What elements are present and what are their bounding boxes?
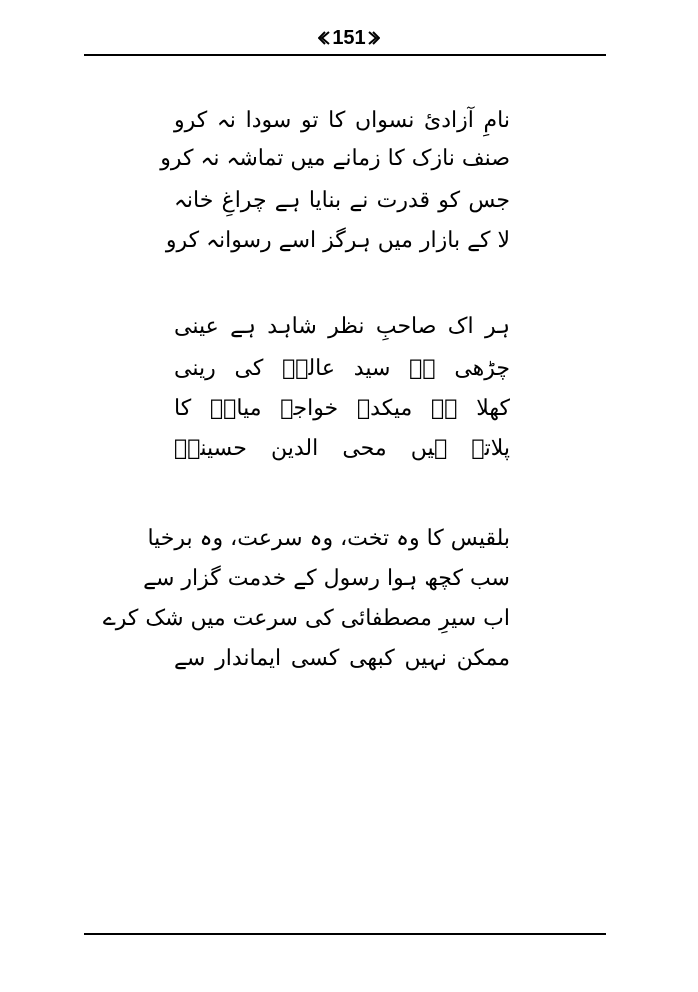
poem-line: نامِ آزادیٔ نسواں کا تو سودا نہ کرو (174, 108, 510, 133)
ornament-right-icon (368, 30, 380, 46)
footer-rule (84, 933, 606, 935)
poem-line: ممکن نہیں کبھی کسی ایماندار سے (174, 646, 510, 671)
poem-line: کھلا ہے میکدہ خواجہ میاںؒ کا (174, 396, 510, 421)
poem-line: پلاتے ہیں محی الدین حسینیؒ (174, 436, 510, 461)
page-number-text: 151 (332, 27, 366, 49)
poem-line: بلقیس کا وہ تخت، وہ سرعت، وہ برخیا (147, 526, 510, 551)
poem-line: اب سیرِ مصطفائی کی سرعت میں شک کرے (102, 606, 510, 631)
ornament-left-icon (318, 30, 330, 46)
poem-line: ہر اک صاحبِ نظر شاہد ہے عینی (174, 314, 510, 339)
poem-line: لا کے بازار میں ہرگز اسے رسوانہ کرو (165, 228, 510, 253)
poem-line: چڑھی ہے سید عالمؐ کی رینی (174, 356, 510, 381)
header-rule (84, 54, 606, 56)
page-number (318, 26, 379, 50)
page-header (0, 26, 698, 50)
poem-line: صنف نازک کا زمانے میں تماشہ نہ کرو (160, 146, 510, 171)
poem-line: جس کو قدرت نے بنایا ہے چراغِ خانہ (174, 188, 510, 213)
poem-line: سب کچھ ہوا رسول کے خدمت گزار سے (143, 566, 510, 591)
